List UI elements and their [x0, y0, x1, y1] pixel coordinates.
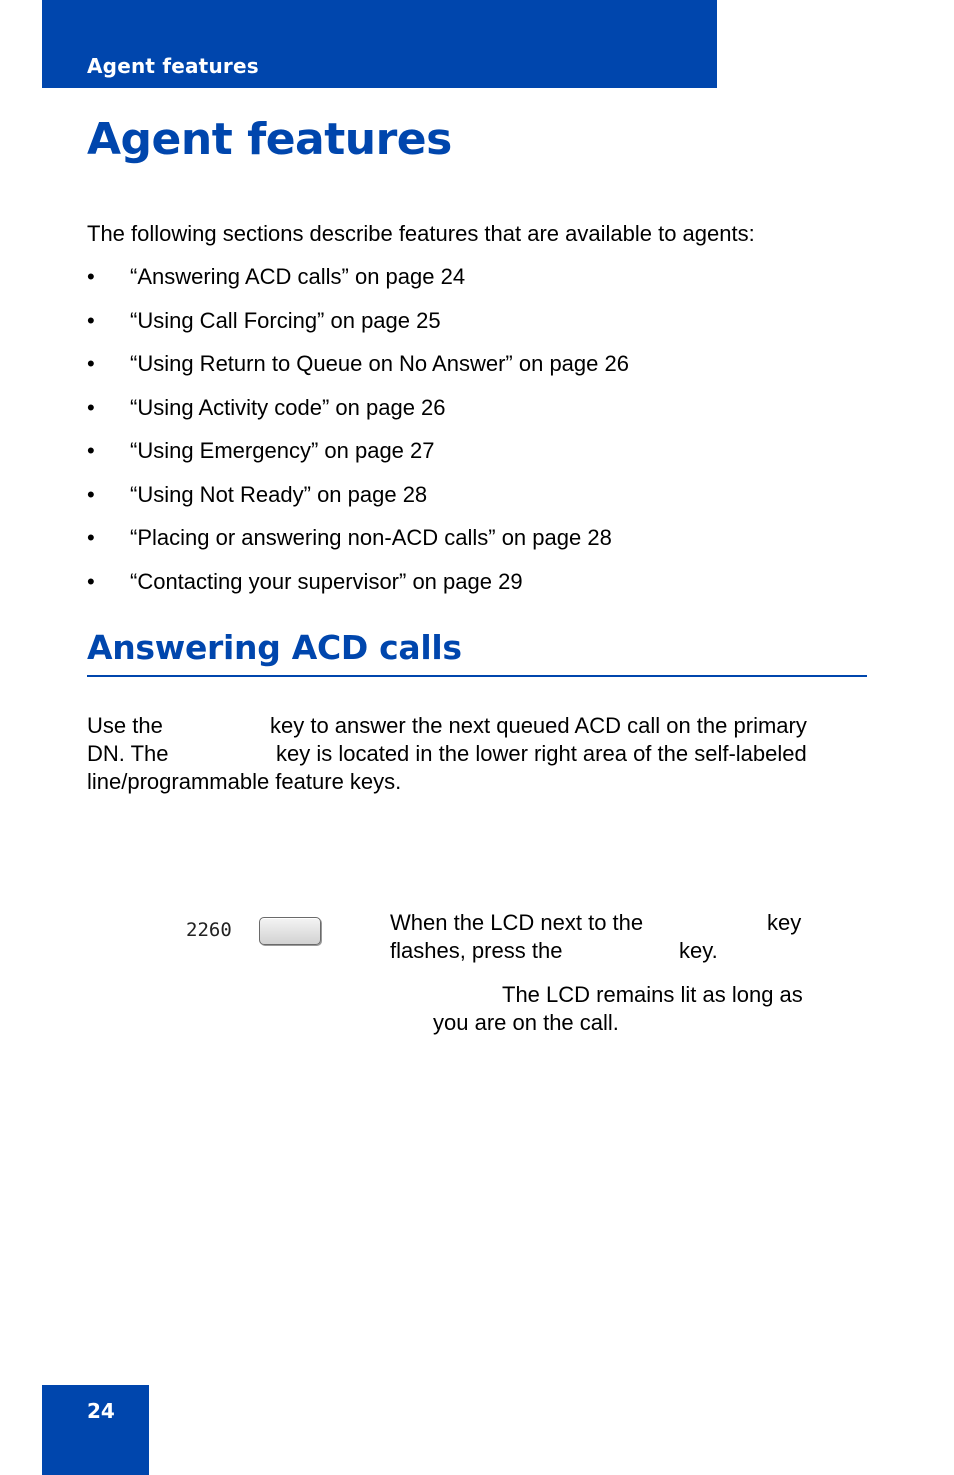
step-line2-start: flashes, press the: [390, 938, 563, 963]
toc-item: [87, 263, 629, 307]
toc-item: [87, 568, 629, 612]
toc-list: [87, 263, 629, 611]
toc-item: [87, 307, 629, 351]
toc-item: [87, 394, 629, 438]
bullet-icon: •: [87, 438, 95, 463]
header-title: Agent features: [87, 54, 259, 78]
bullet-icon: •: [87, 264, 95, 289]
para-line3: line/programmable feature keys.: [87, 769, 402, 794]
toc-item: [87, 350, 629, 394]
toc-link[interactable]: “Using Call Forcing” on page 25: [130, 307, 441, 333]
acd-key-button[interactable]: [259, 917, 321, 945]
toc-item: [87, 524, 629, 568]
toc-item: [87, 437, 629, 481]
bullet-icon: •: [87, 307, 95, 333]
page-number: 24: [87, 1399, 115, 1423]
lcd-display-label: 2260: [186, 919, 232, 941]
para-line1-start: Use the: [87, 713, 163, 738]
bullet-icon: •: [87, 481, 95, 507]
toc-link[interactable]: “Answering ACD calls” on page 24: [130, 264, 466, 289]
para-line1-end: key to answer the next queued ACD call on the primary: [270, 713, 807, 738]
section-divider: [87, 675, 867, 677]
toc-link[interactable]: “Placing or answering non-ACD calls” on page 28: [130, 525, 612, 550]
bullet-icon: •: [87, 351, 95, 376]
toc-item: [87, 481, 629, 525]
section-title: Answering ACD calls: [87, 628, 462, 667]
step-line1-end: key: [767, 910, 802, 935]
bullet-icon: •: [87, 568, 95, 594]
note-line2: you are on the call.: [433, 1010, 619, 1035]
bullet-icon: •: [87, 525, 95, 550]
step-line1-start: When the LCD next to the: [390, 910, 644, 935]
toc-link[interactable]: “Using Not Ready” on page 28: [130, 481, 428, 507]
para-line2-start: DN. The: [87, 741, 169, 766]
header-bar: [42, 0, 717, 88]
toc-link[interactable]: “Contacting your supervisor” on page 29: [130, 568, 523, 594]
page-title: Agent features: [87, 114, 452, 165]
intro-text: The following sections describe features that are available to agents:: [87, 221, 755, 246]
toc-link[interactable]: “Using Return to Queue on No Answer” on page 26: [130, 351, 629, 376]
toc-link[interactable]: “Using Activity code” on page 26: [130, 394, 446, 420]
bullet-icon: •: [87, 394, 95, 420]
note-line1: The LCD remains lit as long as: [502, 982, 803, 1007]
footer-page-box: [42, 1385, 149, 1475]
step-line2-end: key.: [679, 938, 718, 963]
toc-link[interactable]: “Using Emergency” on page 27: [130, 438, 435, 463]
para-line2-end: key is located in the lower right area of the self-labeled: [276, 741, 807, 766]
